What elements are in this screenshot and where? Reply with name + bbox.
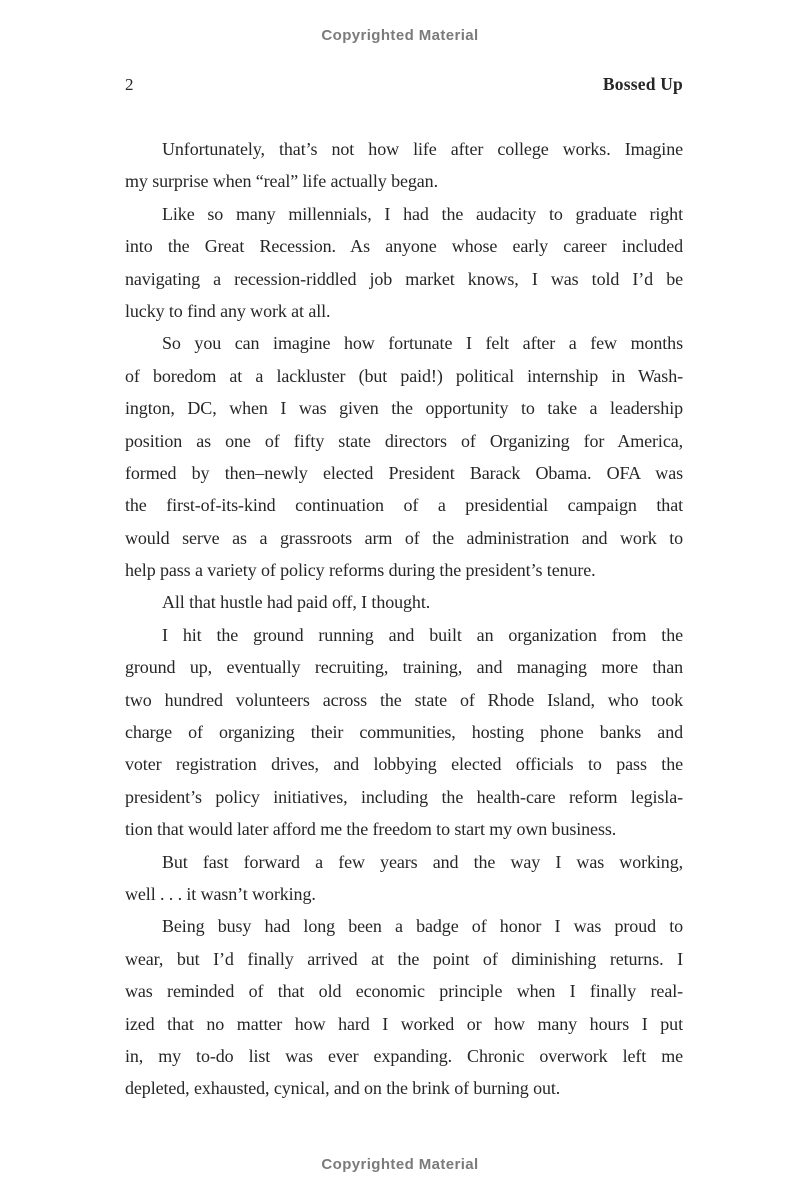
text-line: So you can imagine how fortunate I felt after a few months [162, 333, 683, 354]
text-line: president’s policy initiatives, including the health-care reform legisla- [125, 786, 683, 807]
text-line: charge of organizing their communities, hosting phone banks and [125, 722, 683, 743]
text-line: All that hustle had paid off, I thought. [162, 592, 431, 613]
text-line: help pass a variety of policy reforms during the president’s tenure. [125, 560, 596, 581]
page-number: 2 [125, 75, 134, 94]
copyright-notice-top: Copyrighted Material [321, 27, 479, 44]
text-line: two hundred volunteers across the state of Rhode Island, who took [125, 689, 683, 710]
text-line: the first-of-its-kind continuation of a presidential campaign that [125, 495, 683, 516]
text-line: Like so many millennials, I had the audacity to graduate right [162, 203, 683, 224]
text-line: was reminded of that old economic principle when I finally real- [125, 981, 683, 1002]
text-line: Unfortunately, that’s not how life after college works. Imagine [162, 139, 683, 159]
text-line: into the Great Recession. As anyone whose early career included [125, 236, 683, 257]
text-line: my surprise when “real” life actually began. [125, 171, 438, 192]
copyright-notice-bottom: Copyrighted Material [321, 1156, 479, 1173]
text-line: ized that no matter how hard I worked or how many hours I put [125, 1013, 683, 1034]
text-line: ington, DC, when I was given the opportunity to take a leadership [125, 398, 683, 419]
page-body [125, 133, 683, 1105]
text-line: well . . . it wasn’t working. [125, 883, 316, 904]
text-line: Being busy had long been a badge of honor I was proud to [162, 916, 683, 937]
text-line: depleted, exhausted, cynical, and on the brink of burning out. [125, 1078, 561, 1099]
text-line: wear, but I’d finally arrived at the point of diminishing returns. I [125, 948, 683, 969]
text-line: voter registration drives, and lobbying elected officials to pass the [125, 754, 683, 775]
text-line: I hit the ground running and built an organization from the [162, 624, 683, 645]
text-line: formed by then–newly elected President Barack Obama. OFA was [125, 462, 683, 483]
text-line: would serve as a grassroots arm of the administration and work to [125, 527, 683, 548]
text-line: navigating a recession-riddled job market knows, I was told I’d be [125, 268, 683, 289]
text-line: lucky to find any work at all. [125, 300, 331, 321]
text-line: of boredom at a lackluster (but paid!) political internship in Wash- [125, 365, 683, 386]
running-title: Bossed Up [602, 74, 683, 94]
text-line: tion that would later afford me the freedom to start my own business. [125, 819, 617, 840]
text-line: But fast forward a few years and the way I was working, [162, 851, 683, 872]
running-header [125, 74, 683, 95]
text-line: position as one of fifty state directors of Organizing for America, [125, 430, 683, 451]
text-line: ground up, eventually recruiting, training, and managing more than [125, 657, 683, 678]
text-line: in, my to-do list was ever expanding. Chronic overwork left me [125, 1045, 683, 1066]
